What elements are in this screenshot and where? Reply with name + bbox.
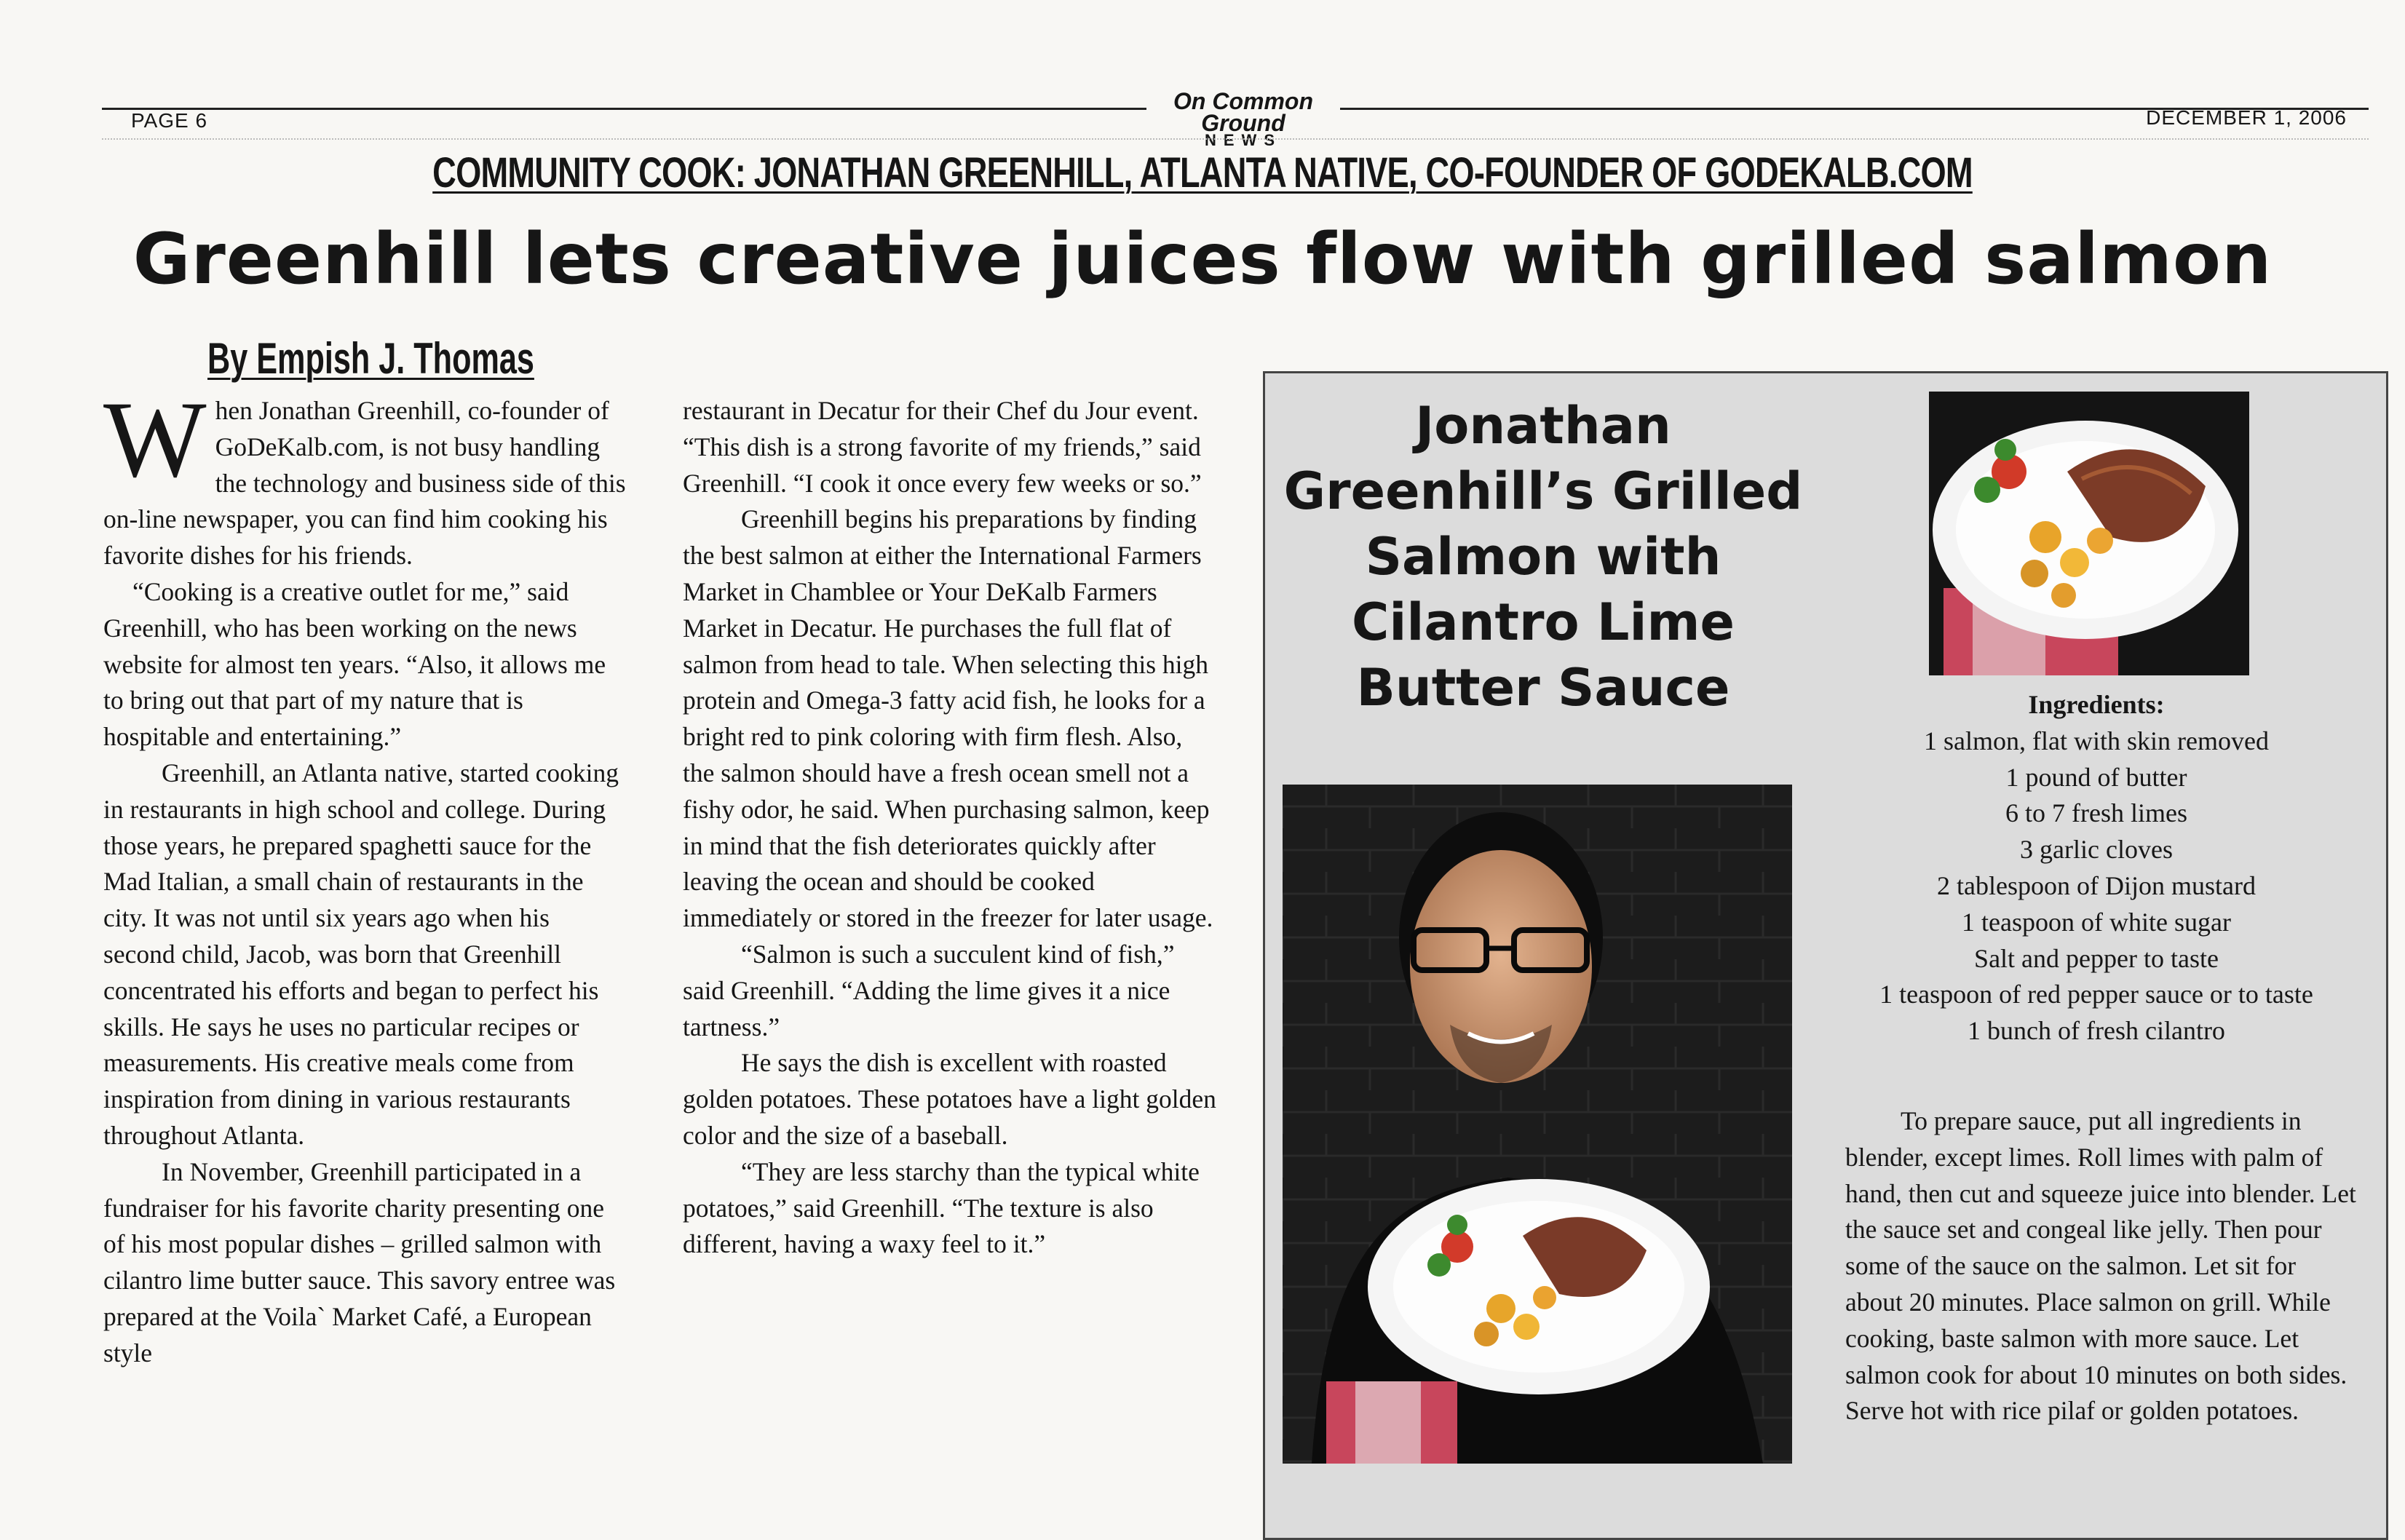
ingredient-item: 1 salmon, flat with skin removed: [1924, 726, 2269, 755]
dotted-divider: [102, 138, 2369, 140]
ingredients-list: [1812, 687, 2380, 1049]
dish-photo: [1929, 392, 2249, 675]
ingredient-item: 3 garlic cloves: [2020, 835, 2173, 865]
headline: Greenhill lets creative juices flow with grilled salmon: [132, 218, 2273, 300]
ingredients-heading: Ingredients:: [2028, 690, 2165, 719]
recipe-instructions: [1845, 1103, 2358, 1429]
paragraph: “This dish is a strong favorite of my friends,” said Greenhill. “I cook it once every few weeks or so.”: [683, 432, 1202, 498]
issue-date: DECEMBER 1, 2006: [2146, 106, 2347, 129]
ingredient-item: 6 to 7 fresh limes: [2005, 798, 2187, 828]
instructions-paragraph: To prepare sauce, put all ingredients in blender, except limes. Roll limes with palm of hand, then cut and squeeze juice into blender. Let the sauce set and congeal like jelly. Then pour some of the sauce on the salmon. Let sit for about 20 minutes. Place salmon on grill. While cooking, baste salmon with more sauce. Let salmon cook for about 10 minutes on both sides. Serve hot with rice pilaf or golden potatoes.: [1845, 1106, 2356, 1426]
paragraph: “Salmon is such a succulent kind of fish,” said Greenhill. “Adding the lime gives it a nice tartness.”: [683, 939, 1175, 1041]
paragraph: Greenhill begins his preparations by finding the best salmon at either the International Farmers Market in Chamblee or Your DeKalb Farmers Market in Decatur. He purchases the full flat of salmon from head to tale. When selecting this high protein and Omega-3 fatty acid fish, he looks for a bright red to pink coloring with firm flesh. Also, the salmon should have a fresh ocean smell not a fishy odor, he said. When purchasing salmon, keep in mind that the fish deteriorates quickly after leaving the ocean and should be cooked immediately or stored in the freezer for later usage.: [683, 504, 1213, 933]
ingredient-item: 1 bunch of fresh cilantro: [1968, 1016, 2225, 1046]
byline: By Empish J. Thomas: [207, 334, 534, 383]
paragraph: When Jonathan Greenhill, co-founder of GoDeKalb.com, is not busy handling the technology and business side of this on-line newspaper, you can find him cooking his favorite dishes for his friends.: [103, 379, 626, 571]
paragraph: “Cooking is a creative outlet for me,” said Greenhill, who has been working on the news website for almost ten years. “Also, it allows me to bring out that part of my nature that is hospitable and entertaining.”: [103, 576, 606, 752]
paragraph: Greenhill, an Atlanta native, started cooking in restaurants in high school and college. During those years, he prepared spaghetti sauce for the Mad Italian, a small chain of restaurants in the city. It was not until six years ago when his second child, Jacob, was born that Greenhill concentrated his efforts and began to perfect his skills. He says he uses no particular recipes or measurements. His creative meals come from inspiration from dining in various restaurants throughout Atlanta.: [103, 758, 619, 1150]
drop-cap: W: [103, 379, 207, 500]
ingredient-item: 1 teaspoon of white sugar: [1962, 907, 2231, 937]
article-column-1: [103, 379, 627, 1372]
chef-portrait-photo: [1283, 785, 1792, 1464]
article-column-2: [683, 393, 1218, 1263]
ingredient-item: 2 tablespoon of Dijon mustard: [1937, 870, 2256, 900]
paragraph: “They are less starchy than the typical white potatoes,” said Greenhill. “The texture is also different, having a waxy feel to it.”: [683, 1156, 1200, 1259]
paragraph: In November, Greenhill participated in a fundraiser for his favorite charity presenting one of his most popular dishes – grilled salmon with cilantro lime butter sauce. This savory entree was prepared at the Voila` Market Café, a European style: [103, 1156, 616, 1368]
paragraph: He says the dish is excellent with roasted golden potatoes. These potatoes have a light golden color and the size of a baseball.: [683, 1048, 1216, 1150]
section-kicker: COMMUNITY COOK: JONATHAN GREENHILL, ATLANTA NATIVE, CO-FOUNDER OF GODEKALB.COM: [432, 149, 1973, 197]
logo-line-1: On Common Ground: [1173, 88, 1313, 136]
ingredient-item: 1 pound of butter: [2005, 762, 2187, 792]
paragraph: restaurant in Decatur for their Chef du Jour event.: [683, 396, 1199, 425]
page-number: PAGE 6: [131, 109, 208, 132]
logo-line-2: NEWS: [1205, 131, 1282, 149]
recipe-title: Jonathan Greenhill’s Grilled Salmon with Cilantro Lime Butter Sauce: [1283, 396, 1803, 718]
ingredient-item: Salt and pepper to taste: [1974, 943, 2219, 973]
ingredient-item: 1 teaspoon of red pepper sauce or to taste: [1879, 980, 2313, 1009]
